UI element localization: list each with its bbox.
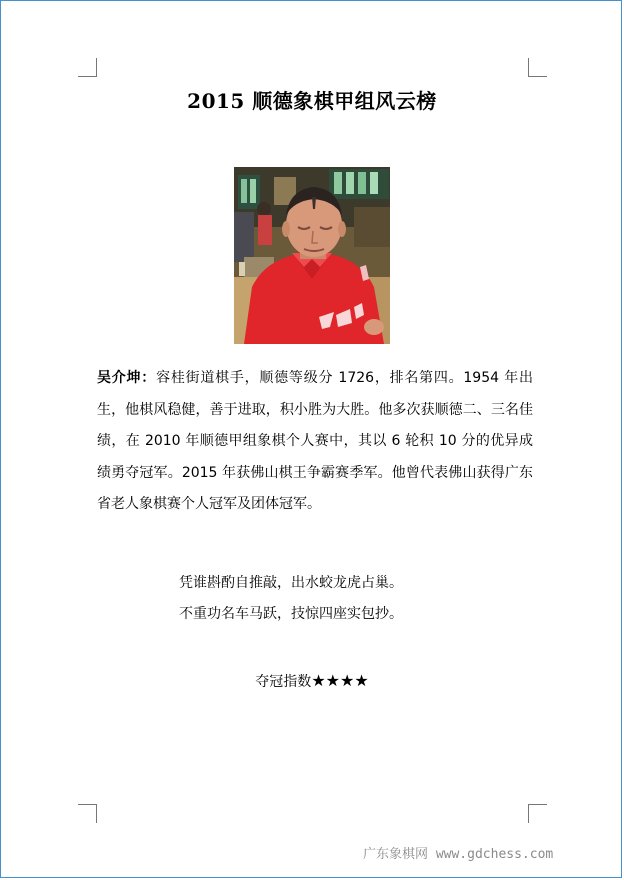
- poem: [179, 568, 499, 630]
- document-title: 2015 顺德象棋甲组风云榜: [187, 89, 437, 113]
- poem-line-1: 凭谁斟酌自推敲，出水蛟龙虎占巢。: [179, 575, 403, 591]
- watermark-text: 广东象棋网 www.gdchess.com: [363, 847, 554, 862]
- championship-rating: [1, 671, 623, 691]
- crop-mark-top-right: [528, 58, 547, 77]
- player-bio-text: 容桂街道棋手，顺德等级分 1726，排名第四。1954 年出生，他棋风稳健，善于进取，积小胜为大胜。他多次获顺德二、三名佳绩，在 2010 年顺德甲组象棋个人赛中，其以 6 轮积 10 分的优异成绩勇夺冠军。2015 年获佛山棋王争霸赛季军。他曾代表佛山获得广东省老人象棋赛个人冠军及团体冠军。: [97, 370, 533, 512]
- player-bio: [97, 363, 533, 521]
- crop-mark-bottom-right: [528, 804, 547, 823]
- player-photo: [234, 167, 390, 344]
- crop-mark-bottom-left: [78, 804, 97, 823]
- player-name: 吴介坤：: [97, 370, 157, 386]
- star-rating-icon: ★★★★: [311, 671, 369, 690]
- poem-line-2: 不重功名车马跃，技惊四座实包抄。: [179, 606, 403, 622]
- rating-label: 夺冠指数: [255, 674, 312, 690]
- crop-mark-top-left: [78, 58, 97, 77]
